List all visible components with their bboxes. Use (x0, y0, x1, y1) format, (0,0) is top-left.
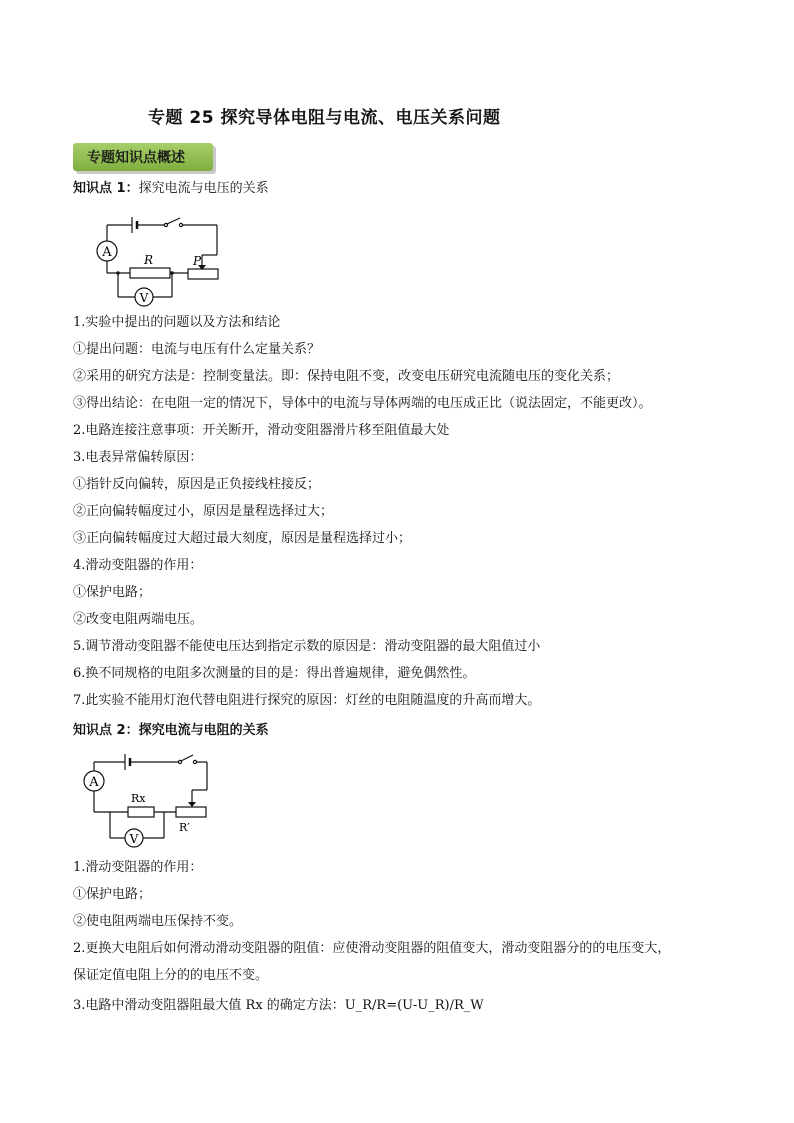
k1-line-7: ①指针反向偏转，原因是正负接线柱接反； (73, 477, 321, 492)
k1-line-6: 3.电表异常偏转原因： (73, 450, 203, 465)
rheostat-label: P (193, 254, 202, 268)
knowledge-point-1-heading (73, 180, 269, 198)
ammeter-label: A (102, 245, 112, 260)
knowledge-point-2-label: 知识点 2： (73, 723, 139, 738)
k2-line-2: ①保护电路； (73, 887, 152, 902)
knowledge-point-1-label: 知识点 1： (73, 181, 139, 196)
k2-line-5: 保证定值电阻上分的的电压不变。 (73, 968, 269, 983)
k1-line-14: 6.换不同规格的电阻多次测量的目的是：得出普遍规律，避免偶然性。 (73, 666, 476, 681)
k2-line-1: 1.滑动变阻器的作用： (73, 860, 203, 875)
circuit-diagram-1 (92, 213, 228, 307)
section-badge: 专题知识点概述 (73, 143, 213, 171)
k1-line-8: ②正向偏转幅度过小，原因是量程选择过大； (73, 504, 334, 519)
k1-line-4: ③得出结论：在电阻一定的情况下，导体中的电流与导体两端的电压成正比（说法固定，不能更改）。 (73, 396, 652, 411)
slider-arrow-icon (188, 802, 196, 807)
circuit-diagram-2 (80, 752, 220, 852)
knowledge-point-2-text: 探究电流与电阻的关系 (138, 723, 269, 738)
k1-line-5: 2.电路连接注意事项：开关断开，滑动变阻器滑片移至阻值最大处 (73, 423, 450, 438)
k1-line-1: 1.实验中提出的问题以及方法和结论 (73, 315, 281, 330)
ammeter-label: A (89, 775, 99, 790)
resistor-box (130, 268, 170, 278)
voltmeter-label: V (139, 291, 149, 305)
resistor-label: R (144, 253, 154, 267)
knowledge-point-2-heading (73, 722, 269, 740)
rheostat-label: R′ (179, 821, 190, 834)
k1-line-10: 4.滑动变阻器的作用： (73, 558, 203, 573)
resistor-label: Rx (131, 792, 146, 805)
k2-line-6: 3.电路中滑动变阻器阻最大值 Rx 的确定方法：U_R/R=(U-U_R)/R_W (73, 998, 484, 1013)
k1-line-11: ①保护电路； (73, 585, 152, 600)
k1-line-2: ①提出问题：电流与电压有什么定量关系？ (73, 342, 321, 357)
k2-line-3: ②使电阻两端电压保持不变。 (73, 914, 243, 929)
k2-line-4: 2.更换大电阻后如何滑动滑动变阻器的阻值：应使滑动变阻器的阻值变大，滑动变阻器分的的电压变大， (73, 941, 671, 956)
page-title: 专题 25 探究导体电阻与电流、电压关系问题 (148, 108, 501, 128)
switch-blade (167, 218, 180, 224)
voltmeter-label: V (129, 832, 139, 846)
rheostat-box (188, 269, 218, 279)
k1-line-9: ③正向偏转幅度过大超过最大刻度，原因是量程选择过小； (73, 531, 412, 546)
k1-line-3: ②采用的研究方法是：控制变量法。即：保持电阻不变，改变电压研究电流随电压的变化关系； (73, 369, 620, 384)
k1-line-13: 5.调节滑动变阻器不能使电压达到指定示数的原因是：滑动变阻器的最大阻值过小 (73, 639, 541, 654)
switch-contact-right (179, 223, 182, 226)
knowledge-point-1-text: 探究电流与电压的关系 (138, 181, 269, 196)
k1-line-12: ②改变电阻两端电压。 (73, 612, 204, 627)
k1-line-15: 7.此实验不能用灯泡代替电阻进行探究的原因：灯丝的电阻随温度的升高而增大。 (73, 693, 541, 708)
